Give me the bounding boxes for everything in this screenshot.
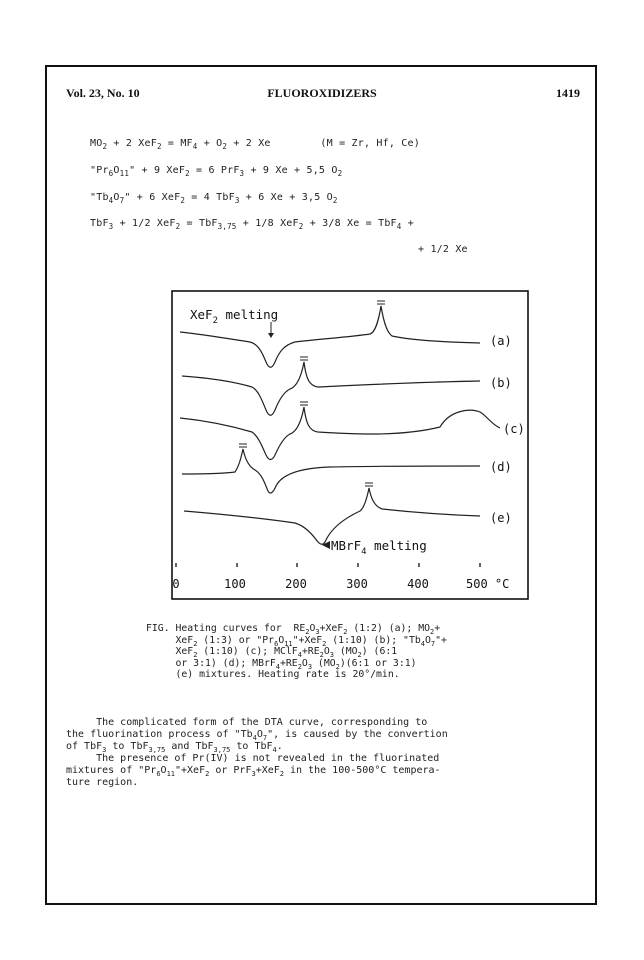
equation-4-continued: + 1/2 Xe (418, 244, 468, 255)
curve-label-a: (a) (490, 334, 512, 348)
figure-caption: FIG. Heating curves for $RE_2O_3+XeF_2$ (1:2) (a); $MO_2+$ XeF$_2$ (1:3) or "$Pr_6O_{11}"+XeF_2$ (1:10) (b); "$Tb_4O_7"+$ XeF$_2$ (1:10) (c); $MClF_4+RE_2O_3$ $(MO_2)$ (6:1 or 3:1) (d); $MBrF_4+RE_2O_3$ $(MO_2)(6:1$ or 3:1) (e) mixtures. Heating rate is 20°/min. (146, 623, 447, 680)
x-tick-100: 100 (224, 577, 246, 591)
x-tick-400: 400 (407, 577, 429, 591)
x-tick-500: 500 °C (466, 577, 510, 591)
curve-label-d: (d) (490, 460, 512, 474)
curve-label-b: (b) (490, 376, 512, 390)
xef2-melting-label: XeF$_2$ melting (190, 307, 279, 326)
page-number: 1419 (556, 86, 580, 100)
mbrf4-melting-label: MBrF$_4$ melting (331, 538, 427, 557)
x-tick-0: 0 (172, 577, 180, 591)
curve-label-c: (c) (503, 422, 525, 436)
equation-4: TbF$_3$ + 1/2 XeF$_2$ = TbF$_{3,75}$ + 1/8 XeF$_2$ + 3/8 Xe = TbF$_4$ + (90, 218, 414, 231)
journal-volume: Vol. 23, No. 10 (66, 86, 140, 100)
curve-b (182, 362, 480, 415)
x-tick-300: 300 (346, 577, 368, 591)
curve-label-e: (e) (490, 511, 512, 525)
equation-3: "$Tb_4O_7$" + 6 XeF$_2$ = 4 TbF$_3$ + 6 Xe + 3,5 $O_2$ (90, 192, 338, 205)
peak-marks (239, 301, 385, 486)
x-axis-ticks (176, 563, 480, 567)
body-paragraph: The complicated form of the DTA curve, corresponding to the fluorination process of "$Tb_4O_7$", is caused by the convertion of TbF$_3$ to TbF$_{3,75}$ and TbF$_{3,75}$ to TbF$_4$. The presence of Pr(IV) is not revealed in the fluorinated mixtures of "$Pr_6O_{11}"+XeF_2$ or PrF$_3$+XeF$_2$ in the 100-500°C tempera- ture region. (66, 717, 448, 788)
x-tick-200: 200 (285, 577, 307, 591)
curve-c (180, 407, 500, 460)
curve-e (184, 488, 480, 544)
curve-d (182, 449, 480, 493)
xef2-arrow-head (268, 333, 274, 338)
equation-2: "$Pr_6O_{11}$" + 9 XeF$_2$ = 6 PrF$_3$ + 9 Xe + 5,5 $O_2$ (90, 165, 343, 178)
equation-1: $MO_2 + 2$ $XeF_2 = MF_4 + O_2 + 2$ Xe (M = Zr, Hf, Ce) (90, 138, 420, 151)
running-title: FLUOROXIDIZERS (267, 86, 377, 100)
mbrf4-arrow-head (322, 541, 330, 549)
